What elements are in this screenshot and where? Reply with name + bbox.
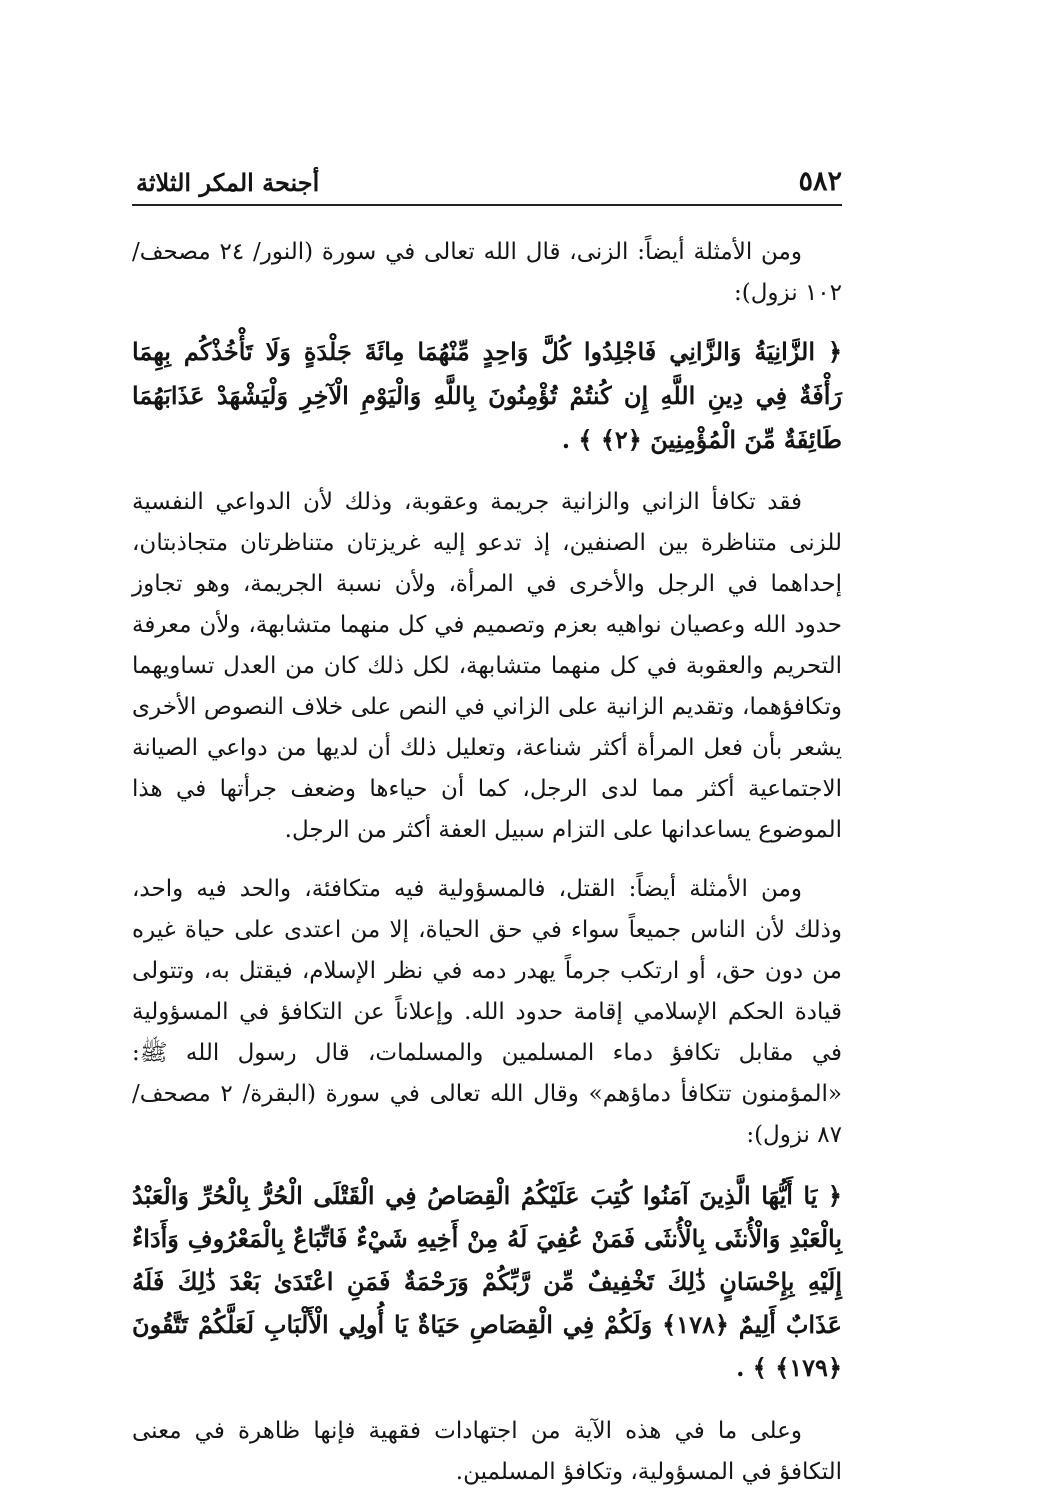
running-title: أجنحة المكر الثلاثة (136, 168, 320, 197)
paragraph-intro-zina: ومن الأمثلة أيضاً: الزنى، قال الله تعالى في سورة (النور/ ٢٤ مصحف/ ١٠٢ نزول): (132, 239, 842, 306)
quran-verse-nur: ﴿ الزَّانِيَةُ وَالزَّانِي فَاجْلِدُوا كُلَّ وَاحِدٍ مِّنْهُمَا مِائَةَ جَلْدَةٍ وَلَا تَأْخُذْكُم بِهِمَا رَأْفَةٌ فِي دِينِ اللَّهِ إِن كُنتُمْ تُؤْمِنُونَ بِاللَّهِ وَالْيَوْمِ الْآخِرِ وَلْيَشْهَدْ عَذَابَهُمَا طَائِفَةٌ مِّنَ الْمُؤْمِنِينَ ﴿٢﴾ ﴾ . (132, 337, 842, 454)
page-number: ٥٨٢ (798, 166, 842, 197)
page-body (132, 232, 842, 1493)
header-rule (132, 204, 842, 206)
paragraph-conclusion: وعلى ما في هذه الآية من اجتهادات فقهية فإنها ظاهرة في معنى التكافؤ في المسؤولية، وتكافؤ المسلمين. (132, 1418, 842, 1485)
paragraph-intro-qatl: ومن الأمثلة أيضاً: القتل، فالمسؤولية فيه متكافئة، والحد فيه واحد، وذلك لأن الناس جميعاً سواء في حق الحياة، إلا من اعتدى على حياة غيره من دون حق، أو ارتكب جرماً يهدر دمه في نظر الإسلام، فيقتل به، وتتولى قيادة الحكم الإسلامي إقامة حدود الله. وإعلاناً عن التكافؤ في المسؤولية في مقابل تكافؤ دماء المسلمين والمسلمات، قال رسول الله ﷺ: «المؤمنون تتكافأ دماؤهم» وقال الله تعالى في سورة (البقرة/ ٢ مصحف/ ٨٧ نزول): (132, 876, 842, 1148)
paragraph-zina-commentary: فقد تكافأ الزاني والزانية جريمة وعقوبة، وذلك لأن الدواعي النفسية للزنى متناظرة بين الصنفين، إذ تدعو إليه غريزتان متناظرتان متجاذبتان، إحداهما في الرجل والأخرى في المرأة، ولأن نسبة الجريمة، وهو تجاوز حدود الله وعصيان نواهيه بعزم وتصميم في كل منهما متشابهة، ولأن معرفة التحريم والعقوبة في كل منهما متشابهة، لكل ذلك كان من العدل تساويهما وتكافؤهما، وتقديم الزانية على الزاني في النص على خلاف النصوص الأخرى يشعر بأن فعل المرأة أكثر شناعة، وتعليل ذلك أن لديها من دواعي الصيانة الاجتماعية أكثر مما لدى الرجل، كما أن حياءها وضعف جرأتها في هذا الموضوع يساعدانها على التزام سبيل العفة أكثر من الرجل. (132, 489, 842, 843)
page-header (132, 160, 842, 206)
quran-verse-baqara: ﴿ يَا أَيُّهَا الَّذِينَ آمَنُوا كُتِبَ عَلَيْكُمُ الْقِصَاصُ فِي الْقَتْلَى الْحُرُّ بِالْحُرِّ وَالْعَبْدُ بِالْعَبْدِ وَالْأُنثَى بِالْأُنثَى فَمَنْ عُفِيَ لَهُ مِنْ أَخِيهِ شَيْءٌ فَاتِّبَاعٌ بِالْمَعْرُوفِ وَأَدَاءٌ إِلَيْهِ بِإِحْسَانٍ ذَٰلِكَ تَخْفِيفٌ مِّن رَّبِّكُمْ وَرَحْمَةٌ فَمَنِ اعْتَدَىٰ بَعْدَ ذَٰلِكَ فَلَهُ عَذَابٌ أَلِيمٌ ﴿١٧٨﴾ وَلَكُمْ فِي الْقِصَاصِ حَيَاةٌ يَا أُولِي الْأَلْبَابِ لَعَلَّكُمْ تَتَّقُونَ ﴿١٧٩﴾ ﴾ . (132, 1181, 843, 1382)
